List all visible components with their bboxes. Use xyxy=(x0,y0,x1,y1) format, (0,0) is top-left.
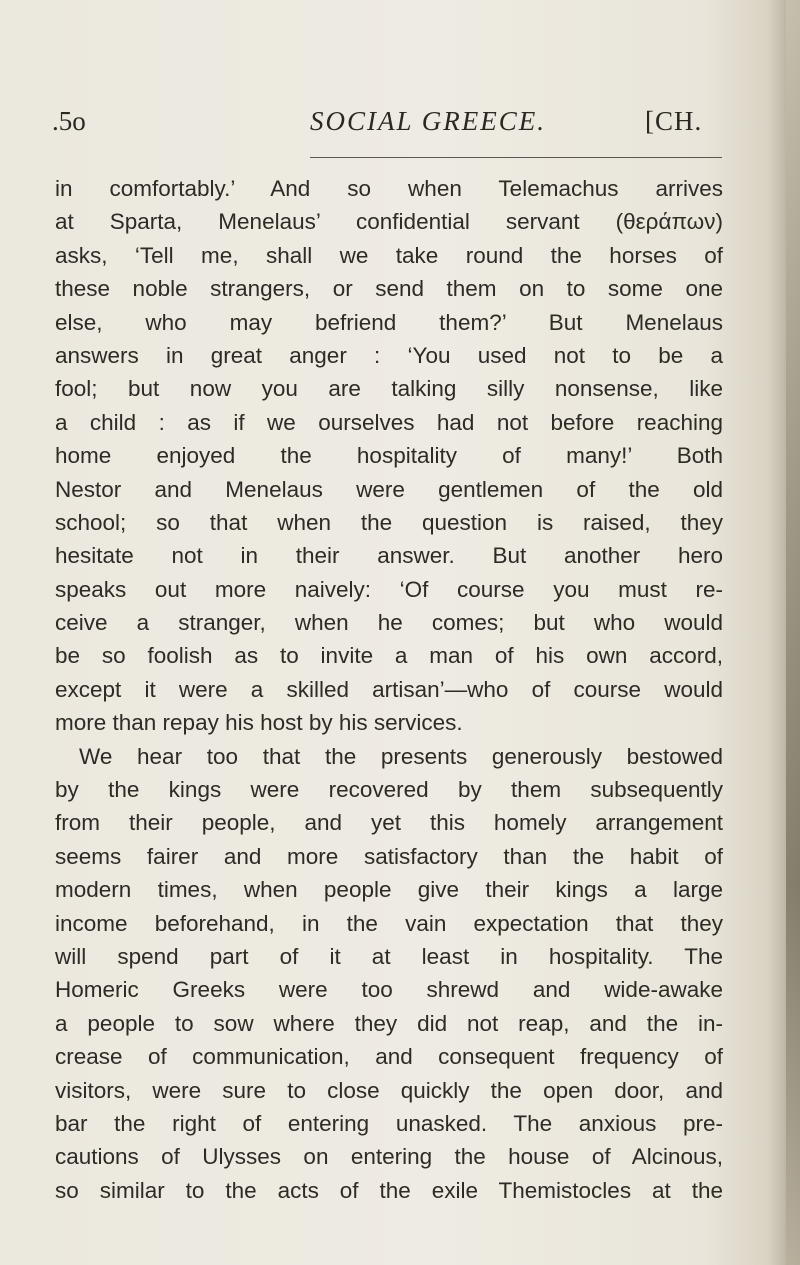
text-line: speaks out more naively: ‘Of course you must re- xyxy=(55,576,723,602)
text-line: so similar to the acts of the exile Themistocles at the xyxy=(55,1177,723,1203)
text-line: modern times, when people give their kings a large xyxy=(55,877,723,903)
text-line: ceive a stranger, when he comes; but who would xyxy=(55,610,723,636)
text-line: at Sparta, Menelaus’ confidential servant (θεράπων) xyxy=(55,209,723,235)
text-line: will spend part of it at least in hospitality. The xyxy=(55,943,723,969)
text-line: except it were a skilled artisan’—who of course would xyxy=(55,676,723,702)
body-text xyxy=(55,172,723,1207)
text-line: income beforehand, in the vain expectation that they xyxy=(55,910,723,936)
text-line: a people to sow where they did not reap, and the in- xyxy=(55,1010,723,1036)
text-line: more than repay his host by his services. xyxy=(55,710,463,736)
text-line: from their people, and yet this homely arrangement xyxy=(55,810,723,836)
text-line: be so foolish as to invite a man of his own accord, xyxy=(55,643,723,669)
running-title: SOCIAL GREECE. xyxy=(310,106,546,136)
text-line: asks, ‘Tell me, shall we take round the horses of xyxy=(55,242,723,268)
text-line: Nestor and Menelaus were gentlemen of the old xyxy=(55,476,723,502)
running-header xyxy=(0,98,800,158)
page-number: .5o xyxy=(52,106,86,136)
text-line: a child : as if we ourselves had not before reaching xyxy=(55,409,723,435)
text-line: visitors, were sure to close quickly the open door, and xyxy=(55,1077,723,1103)
text-line: hesitate not in their answer. But another hero xyxy=(55,543,723,569)
page-edge-shadow xyxy=(786,0,800,1265)
text-line: these noble strangers, or send them on to some one xyxy=(55,276,723,302)
text-line: crease of communication, and consequent frequency of xyxy=(55,1044,723,1070)
text-line: in comfortably.’ And so when Telemachus arrives xyxy=(55,176,723,201)
text-line: else, who may befriend them?’ But Menelaus xyxy=(55,309,723,335)
text-line: by the kings were recovered by them subsequently xyxy=(55,777,723,803)
text-line: We hear too that the presents generously bestowed xyxy=(79,743,723,769)
text-line: seems fairer and more satisfactory than the habit of xyxy=(55,843,723,869)
text-line: home enjoyed the hospitality of many!’ Both xyxy=(55,443,723,469)
text-line: cautions of Ulysses on entering the house of Alcinous, xyxy=(55,1144,723,1170)
text-line: answers in great anger : ‘You used not to be a xyxy=(55,342,723,368)
text-line: Homeric Greeks were too shrewd and wide-awake xyxy=(55,977,723,1003)
text-line: school; so that when the question is raised, they xyxy=(55,509,723,535)
header-rule xyxy=(310,157,722,158)
chapter-mark: [CH. xyxy=(645,106,703,136)
text-line: bar the right of entering unasked. The anxious pre- xyxy=(55,1110,723,1136)
text-line: fool; but now you are talking silly nonsense, like xyxy=(55,376,723,402)
